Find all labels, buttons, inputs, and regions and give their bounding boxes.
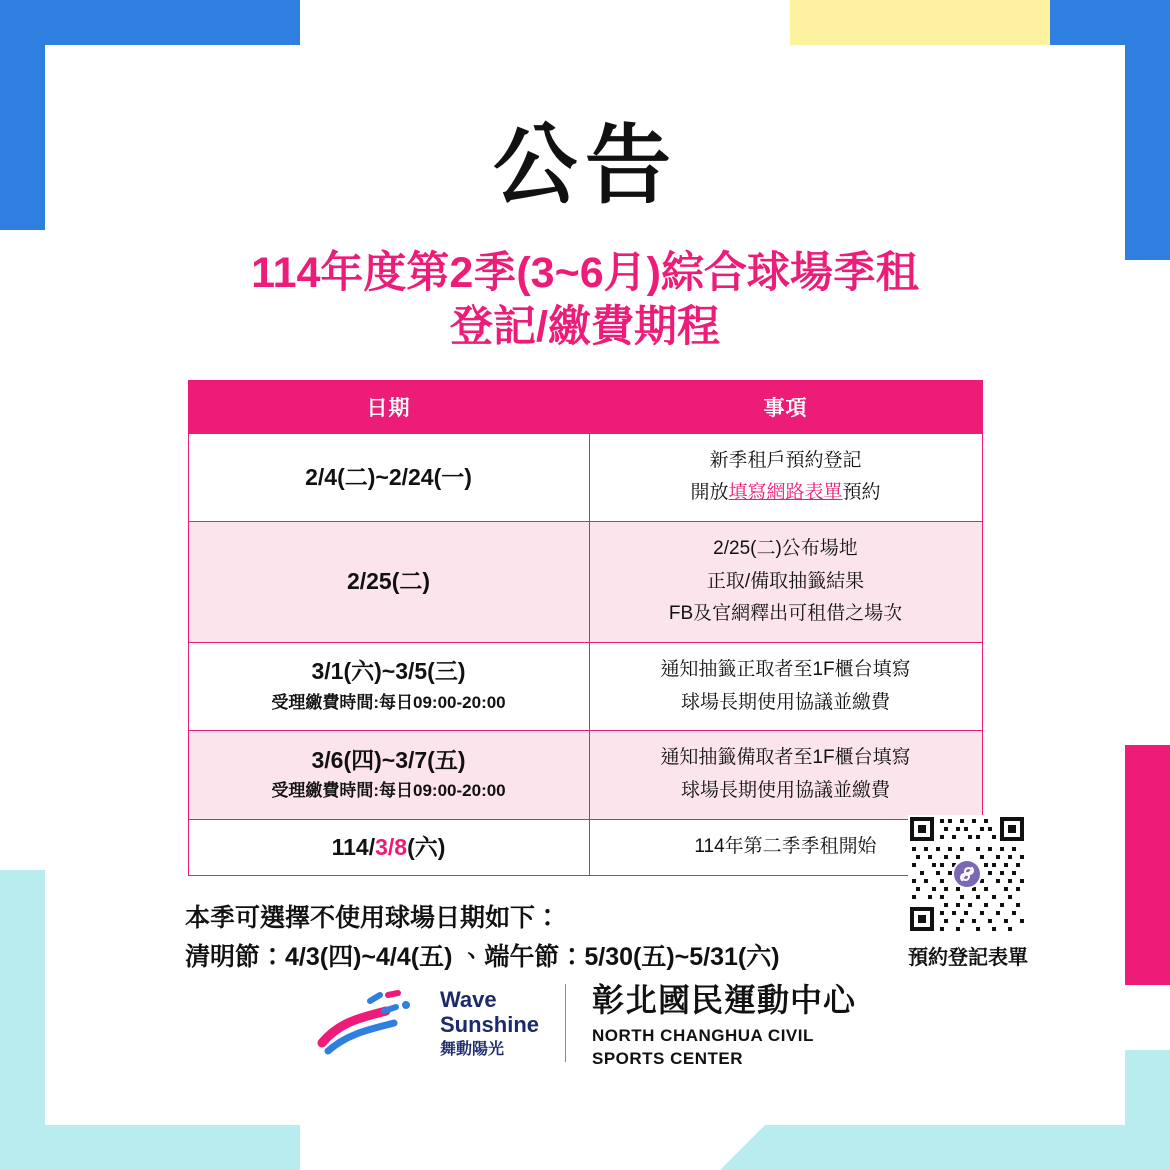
item-line-with-link: 開放填寫網路表單預約 — [690, 482, 881, 504]
date-suffix: (六) — [407, 833, 446, 860]
qr-code-svg — [908, 815, 1026, 933]
item-line: FB及官網釋出可租借之場次 — [668, 603, 903, 625]
item-line: 通知抽籤正取者至1F櫃台填寫 — [660, 658, 911, 680]
date-main — [195, 831, 583, 864]
date-main: 2/25(二) — [346, 568, 431, 595]
cell-date — [188, 731, 589, 819]
item-line: 2/25(二)公布場地 — [713, 537, 858, 559]
date-main: 3/6(四)~3/7(五) — [311, 746, 466, 773]
brand-zh: 舞動陽光 — [439, 1040, 504, 1058]
table-row — [188, 642, 982, 730]
date-prefix: 114/ — [331, 833, 376, 860]
date-sub: 受理繳費時間:每日09:00-20:00 — [271, 781, 506, 801]
registration-form-link[interactable]: 填寫網路表單 — [728, 482, 843, 504]
cell-date — [188, 642, 589, 730]
brand-en-line-2: Sunshine — [439, 1012, 539, 1038]
note-line-2: 清明節：4/3(四)~4/4(五) 、端午節：5/30(五)~5/31(六) — [185, 942, 780, 971]
table-row — [188, 521, 982, 642]
table-row — [188, 433, 982, 521]
footer-divider — [565, 984, 566, 1062]
item-line: 球場長期使用協議並繳費 — [680, 691, 890, 713]
cell-item — [589, 521, 982, 642]
column-header-item: 事項 — [589, 380, 982, 433]
date-sub: 受理繳費時間:每日09:00-20:00 — [271, 692, 506, 712]
cell-item — [589, 731, 982, 819]
poster-content — [45, 45, 1125, 1125]
page-title: 公告 — [493, 118, 677, 214]
cell-item — [589, 642, 982, 730]
footer-branding — [45, 975, 1125, 1071]
qr-code-block[interactable] — [908, 815, 1028, 970]
cell-date — [188, 433, 589, 521]
subtitle-line-2: 登記/繳費期程 — [450, 302, 720, 351]
subtitle-line-1: 114年度第2季(3~6月)綜合球場季租 — [251, 249, 919, 297]
item-line: 球場長期使用協議並繳費 — [680, 779, 890, 801]
schedule-table-wrapper — [188, 380, 983, 876]
item-line: 新季租戶預約登記 — [709, 449, 862, 471]
center-name — [592, 975, 856, 1071]
center-name-en-line-1: NORTH CHANGHUA CIVIL — [592, 1026, 814, 1045]
date-main: 2/4(二)~2/24(一) — [305, 463, 472, 490]
cell-date — [188, 819, 589, 875]
page-subtitle — [45, 247, 1125, 355]
wave-sunshine-logo-icon — [314, 987, 434, 1059]
column-header-date: 日期 — [188, 380, 589, 433]
table-row — [188, 731, 982, 819]
center-name-en-line-2: SPORTS CENTER — [592, 1048, 744, 1068]
table-header-row — [188, 380, 982, 433]
item-line: 正取/備取抽籤結果 — [706, 570, 865, 592]
date-main: 3/1(六)~3/5(三) — [311, 658, 466, 685]
note-line-1: 本季可選擇不使用球場日期如下： — [185, 903, 561, 932]
item-line: 通知抽籤備取者至1F櫃台填寫 — [660, 747, 911, 769]
schedule-table — [188, 380, 983, 876]
qr-caption: 預約登記表單 — [908, 947, 1028, 969]
brand-en-line-1: Wave — [439, 986, 497, 1012]
center-name-en — [592, 1025, 856, 1071]
qr-code-image[interactable] — [908, 815, 1026, 933]
brand-text — [440, 987, 539, 1059]
center-name-zh: 彰北國民運動中心 — [592, 982, 857, 1018]
table-row — [188, 819, 982, 875]
cell-date — [188, 521, 589, 642]
item-line: 114年第二季季租開始 — [694, 835, 877, 857]
date-highlight: 3/8 — [375, 833, 408, 860]
cell-item — [589, 433, 982, 521]
